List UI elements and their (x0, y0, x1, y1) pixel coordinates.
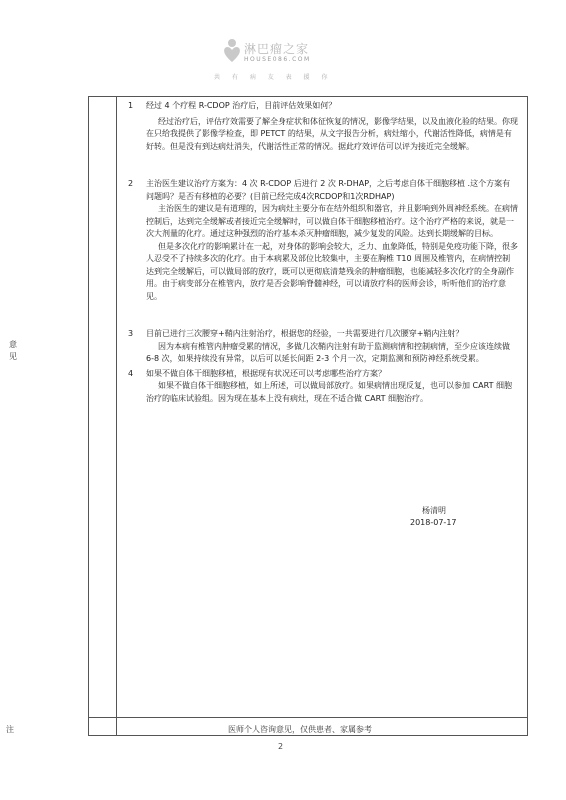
item-answer: 但是多次化疗的影响累计在一起，对身体的影响会较大，乏力、血象降低，特别是免疫功能下降，很多人忍受不了持续多次的化疗。由于本病累及部位比较集中，主要在胸椎 T10 周围及椎管内，在病情控制达到完全缓解后，可以做局部的放疗，既可以更彻底清楚残余的肿瘤细胞，也能减轻多次化疗的全身副作用。由于病变部分在椎管内，放疗是否会影响脊髓神经，可以请放疗科的医师会诊，听听他们的治疗意见。 (146, 241, 518, 301)
qa-item-1 (128, 100, 518, 153)
item-question: 目前已进行三次腰穿+鞘内注射治疗，根据您的经验，一共需要进行几次腰穿+鞘内注射？ (146, 329, 464, 338)
signature-name: 杨清明 (422, 506, 446, 515)
item-question: 如果不做自体干细胞移植，根据现有状况还可以考虑哪些治疗方案？ (146, 368, 386, 378)
site-logo (214, 38, 352, 86)
item-number: 1 (128, 101, 134, 110)
qa-item-2 (128, 178, 518, 303)
item-number: 4 (128, 368, 134, 378)
note-text: 医师个人咨询意见，仅供患者、家属参考 (228, 725, 372, 734)
item-number: 3 (128, 329, 134, 338)
item-number: 2 (128, 179, 134, 188)
item-answer: 经过治疗后，评估疗效需要了解全身症状和体征恢复的情况，影像学结果，以及血液化验的结果。你现在只给我提供了影像学检查，即 PETCT 的结果，从文字报告分析，病灶缩小，代谢活性降低，病情是有好转。但是没有到达病灶消失，代谢活性正常的情况。据此疗效评估可以评为接近完全缓解。 (146, 116, 518, 151)
qa-item-3 (128, 328, 518, 366)
item-question: 主治医生建议治疗方案为：4 次 R-CDOP 后进行 2 次 R-DHAP，之后考虑自体干细胞移植 .这个方案有问题吗？是否有移植的必要？(目前已经完成4次RCDOP和1次RDHAP) (146, 179, 511, 201)
opinion-label: 意见 (9, 340, 17, 361)
logo-url: HOUSE086.COM (244, 56, 311, 63)
label-column (89, 97, 117, 735)
item-question: 经过 4 个疗程 R-CDOP 治疗后，目前评估效果如何？ (146, 101, 337, 110)
qa-item-4 (128, 368, 518, 406)
page-number: 2 (278, 742, 284, 751)
item-answer: 如果不做自体干细胞移植，如上所述，可以做局部放疗。如果病情出现反复，也可以参加 CART 细胞治疗的临床试验组。因为现在基本上没有病灶，现在不适合做 CART 细胞治疗。 (146, 381, 513, 403)
logo-slogan: 共 有 病 友 表 援 你 (214, 74, 333, 81)
note-divider (89, 717, 527, 718)
opinion-content (128, 100, 518, 405)
logo-title: 淋巴瘤之家 (244, 42, 310, 56)
heart-person-icon (222, 38, 242, 64)
item-answer: 主治医生的建议是有道理的，因为病灶主要分布在结外组织和器官，并且影响到外周神经系统。在病情控制后，达到完全缓解或者接近完全缓解时，可以做自体干细胞移植治疗。这个治疗严格的来说，就是一次大剂量的化疗。通过这种强烈的治疗基本杀灭肿瘤细胞，减少复发的风险。达到长期缓解的目标。 (146, 204, 518, 238)
signature-date: 2018-07-17 (410, 518, 457, 527)
note-label: 注 (6, 725, 14, 734)
item-answer: 因为本病有椎管内肿瘤受累的情况，多做几次鞘内注射有助于监测病情和控制病情，至少应该连续做 6-8 次，如果持续没有异常，以后可以延长间距 2-3 个月一次，定期监测和预防神经系统受累。 (146, 341, 510, 363)
